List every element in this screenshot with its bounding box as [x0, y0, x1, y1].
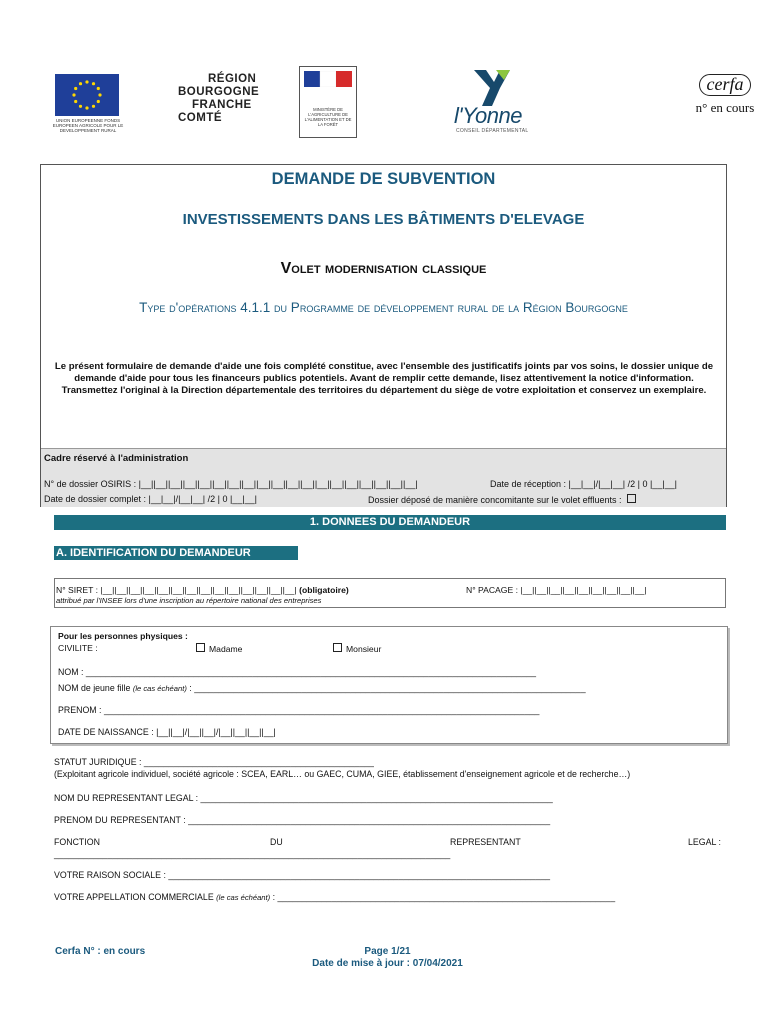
- representant-legal-field[interactable]: NOM DU REPRESENTANT LEGAL : ________________________________________________________________________: [54, 793, 553, 803]
- eu-caption: UNION EUROPEENNE FONDS EUROPEEN AGRICOLE POUR LE DEVELOPPEMENT RURAL: [52, 118, 124, 133]
- fonction-legal-label: LEGAL :: [688, 837, 721, 847]
- fonction-field[interactable]: _________________________________________________________________________________: [54, 849, 451, 859]
- cerfa-number: n° en cours: [695, 100, 755, 115]
- footer-cerfa: Cerfa N° : en cours: [55, 946, 146, 957]
- raison-sociale-field[interactable]: VOTRE RAISON SOCIALE : ______________________________________________________________________________: [54, 870, 550, 880]
- nom-field[interactable]: NOM : ____________________________________________________________________________________________: [58, 667, 536, 677]
- pacage-field[interactable]: N° PACAGE : |__||__||__||__||__||__||__||__||__|: [466, 585, 647, 595]
- operation-type: Type d'opérations 4.1.1 du Programme de développement rural de la Région Bourgogne: [139, 300, 628, 315]
- volet-title: Volet modernisation classique: [280, 260, 487, 277]
- nom-jeune-fille-field[interactable]: NOM de jeune fille (le cas échéant) : ________________________________________________________________________________: [58, 683, 586, 693]
- monsieur-checkbox[interactable]: [333, 643, 342, 652]
- reception-date-field: Date de réception : |__|__|/|__|__| /2 | 0 |__|__|: [490, 479, 678, 489]
- form-title: DEMANDE DE SUBVENTION: [271, 170, 496, 188]
- statut-juridique-field[interactable]: STATUT JURIDIQUE : _______________________________________________: [54, 757, 374, 767]
- osiris-number-field: N° de dossier OSIRIS : |__||__||__||__||__||__||__||__||__||__||__||__||__||__||__||__||__||__||__|: [44, 479, 418, 489]
- effluents-checkbox[interactable]: [627, 494, 636, 503]
- footer-page-info: Page 1/21 Date de mise à jour : 07/04/2021: [312, 946, 463, 969]
- physical-person-heading: Pour les personnes physiques :: [58, 631, 188, 641]
- admin-title: Cadre réservé à l'administration: [44, 453, 189, 464]
- intro-text: Le présent formulaire de demande d'aide une fois complété constitue, avec l'ensemble des justificatifs joints par vos soins, le dossier unique de demande d'aide pour tous les financeurs publics potentiels. Avant de remplir cette demande, lisez attentivement la notice d'information. Transmettez l'original à la Direction départementale des territoires du département du siège de votre exploitation et conservez un exemplaire.: [54, 361, 714, 396]
- fonction-du-label: DU: [270, 837, 283, 847]
- monsieur-option[interactable]: Monsieur: [333, 643, 381, 654]
- section-a-header: A. IDENTIFICATION DU DEMANDEUR: [54, 546, 298, 560]
- madame-option[interactable]: Madame: [196, 643, 242, 654]
- ministry-logo: [299, 66, 357, 138]
- eu-flag-logo: [55, 74, 119, 116]
- fonction-label: FONCTION: [54, 837, 100, 847]
- fonction-representant-label: REPRESENTANT: [450, 837, 521, 847]
- yonne-wordmark: l'Yonne: [454, 103, 522, 128]
- complete-date-field: Date de dossier complet : |__|__|/|__|__| /2 | 0 |__|__|: [44, 494, 258, 504]
- siret-note: attribué par l'INSEE lors d'une inscription au répertoire national des entreprises: [56, 596, 322, 605]
- date-naissance-field[interactable]: DATE DE NAISSANCE : |__||__|/|__||__|/|__||__||__||__|: [58, 727, 276, 737]
- section-1-header: 1. DONNEES DU DEMANDEUR: [54, 515, 726, 530]
- region-logo: RÉGION BOURGOGNE FRANCHE COMTÉ: [178, 73, 260, 124]
- civilite-label: CIVILITE :: [58, 643, 98, 653]
- effluents-field: Dossier déposé de manière concomitante sur le volet effluents :: [368, 494, 640, 505]
- statut-juridique-note: (Exploitant agricole individuel, société agricole : SCEA, EARL… ou GAEC, CUMA, GIEE, établissement d'enseignement agricole et de recherche…): [54, 769, 631, 779]
- prenom-representant-field[interactable]: PRENOM DU REPRESENTANT : __________________________________________________________________________: [54, 815, 551, 825]
- yonne-caption: CONSEIL DÉPARTEMENTAL: [456, 128, 529, 134]
- form-subtitle: INVESTISSEMENTS DANS LES BÂTIMENTS D'ELEVAGE: [182, 211, 585, 228]
- appellation-commerciale-field[interactable]: VOTRE APPELLATION COMMERCIALE (le cas échéant) : _____________________________________________________________________: [54, 892, 616, 902]
- cerfa-logo: cerfa: [699, 74, 751, 96]
- siret-field[interactable]: N° SIRET : |__||__||__||__||__||__||__||__||__||__||__||__||__||__| (obligatoire): [56, 585, 349, 595]
- french-flag-icon: [304, 71, 352, 87]
- ministry-caption: MINISTÈRE DE L'AGRICULTURE DE L'ALIMENTATION ET DE LA FORÊT: [304, 107, 352, 127]
- madame-checkbox[interactable]: [196, 643, 205, 652]
- prenom-field[interactable]: PRENOM : _________________________________________________________________________________________: [58, 705, 540, 715]
